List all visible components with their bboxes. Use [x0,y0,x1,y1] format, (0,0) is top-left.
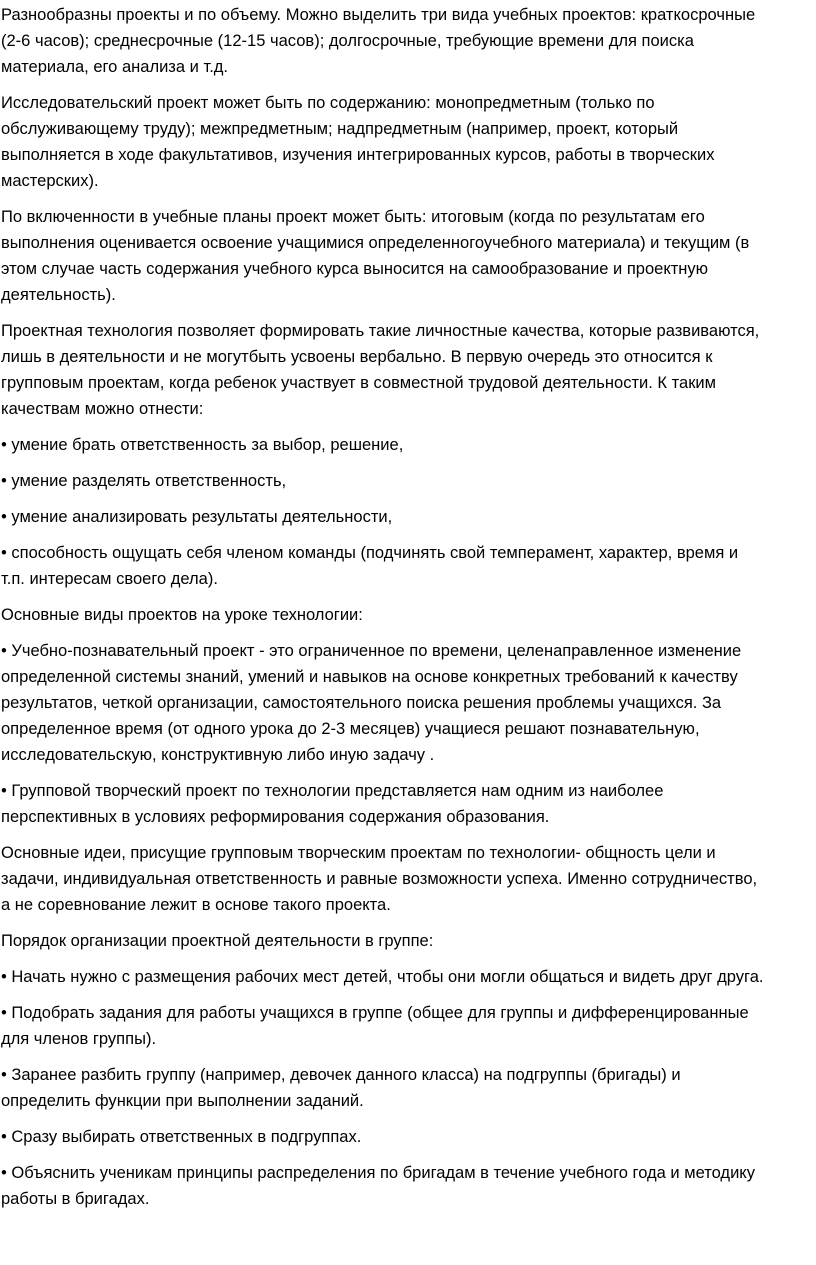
text-line: Основные виды проектов на уроке технологии: [1,605,363,624]
bullet-item [1,504,816,530]
section-heading [1,928,816,954]
bullet-item [1,1062,816,1114]
text-line: материала, его анализа и т.д. [1,57,229,76]
text-line: качествам можно отнести: [1,399,204,418]
text-line: т.п. интересам своего дела). [1,569,218,588]
paragraph-main-ideas [1,840,816,918]
bullet-item [1,1124,816,1150]
paragraph-curriculum-inclusion [1,204,816,308]
text-line: а не соревнование лежит в основе такого проекта. [1,895,391,914]
text-line: Порядок организации проектной деятельности в группе: [1,931,434,950]
text-line: деятельность). [1,285,116,304]
text-line: • Объяснить ученикам принципы распределения по бригадам в течение учебного года и методику [1,1163,755,1182]
bullet-item [1,964,816,990]
bullet-item [1,540,816,592]
text-line: • Сразу выбирать ответственных в подгруппах. [1,1127,362,1146]
bullet-item [1,638,816,768]
text-line: Разнообразны проекты и по объему. Можно выделить три вида учебных проектов: краткосрочные [1,5,756,24]
bullet-item [1,778,816,830]
section-heading [1,602,816,628]
text-line: для членов группы). [1,1029,157,1048]
text-line: • Учебно-познавательный проект - это ограниченное по времени, целенаправленное изменение [1,641,742,660]
paragraph-research-project [1,90,816,194]
text-line: этом случае часть содержания учебного курса выносится на самообразование и проектную [1,259,709,278]
text-line: Основные идеи, присущие групповым творческим проектам по технологии- общность цели и [1,843,716,862]
text-line: определенной системы знаний, умений и навыков на основе конкретных требований к качеству [1,667,738,686]
text-line: Исследовательский проект может быть по содержанию: монопредметным (только по [1,93,655,112]
text-line: групповым проектам, когда ребенок участвует в совместной трудовой деятельности. К таким [1,373,717,392]
text-line: • Подобрать задания для работы учащихся в группе (общее для группы и дифференцированные [1,1003,749,1022]
text-line: задачи, индивидуальная ответственность и равные возможности успеха. Именно сотрудничество, [1,869,758,888]
text-line: работы в бригадах. [1,1189,150,1208]
text-line: определенное время (от одного урока до 2-3 месяцев) учащиеся решают познавательную, [1,719,700,738]
text-line: • умение брать ответственность за выбор, решение, [1,435,404,454]
paragraph-project-volume [1,2,816,80]
paragraph-project-technology [1,318,816,422]
text-line: мастерских). [1,171,99,190]
text-line: • Групповой творческий проект по технологии представляется нам одним из наиболее [1,781,664,800]
text-line: По включенности в учебные планы проект может быть: итоговым (когда по результатам его [1,207,705,226]
text-line: лишь в деятельности и не могутбыть усвоены вербально. В первую очередь это относится к [1,347,713,366]
text-line: • Заранее разбить группу (например, девочек данного класса) на подгруппы (бригады) и [1,1065,681,1084]
text-line: выполнения оценивается освоение учащимися определенногоучебного материала) и текущим (в [1,233,750,252]
text-line: определить функции при выполнении заданий. [1,1091,364,1110]
text-line: выполняется в ходе факультативов, изучения интегрированных курсов, работы в творческих [1,145,715,164]
bullet-item [1,1000,816,1052]
text-line: (2-6 часов); среднесрочные (12-15 часов); долгосрочные, требующие времени для поиска [1,31,694,50]
text-line: перспективных в условиях реформирования содержания образования. [1,807,550,826]
text-line: Проектная технология позволяет формировать такие личностные качества, которые развиваются, [1,321,760,340]
text-line: результатов, четкой организации, самостоятельного поиска решения проблемы учащихся. За [1,693,722,712]
text-line: • Начать нужно с размещения рабочих мест детей, чтобы они могли общаться и видеть друг друга. [1,967,764,986]
bullet-item [1,468,816,494]
bullet-item [1,1160,816,1212]
text-line: • умение анализировать результаты деятельности, [1,507,393,526]
text-line: исследовательскую, конструктивную либо иную задачу . [1,745,435,764]
bullet-item [1,432,816,458]
text-line: • способность ощущать себя членом команды (подчинять свой темперамент, характер, время и [1,543,739,562]
text-line: • умение разделять ответственность, [1,471,287,490]
text-line: обслуживающему труду); межпредметным; надпредметным (например, проект, который [1,119,679,138]
